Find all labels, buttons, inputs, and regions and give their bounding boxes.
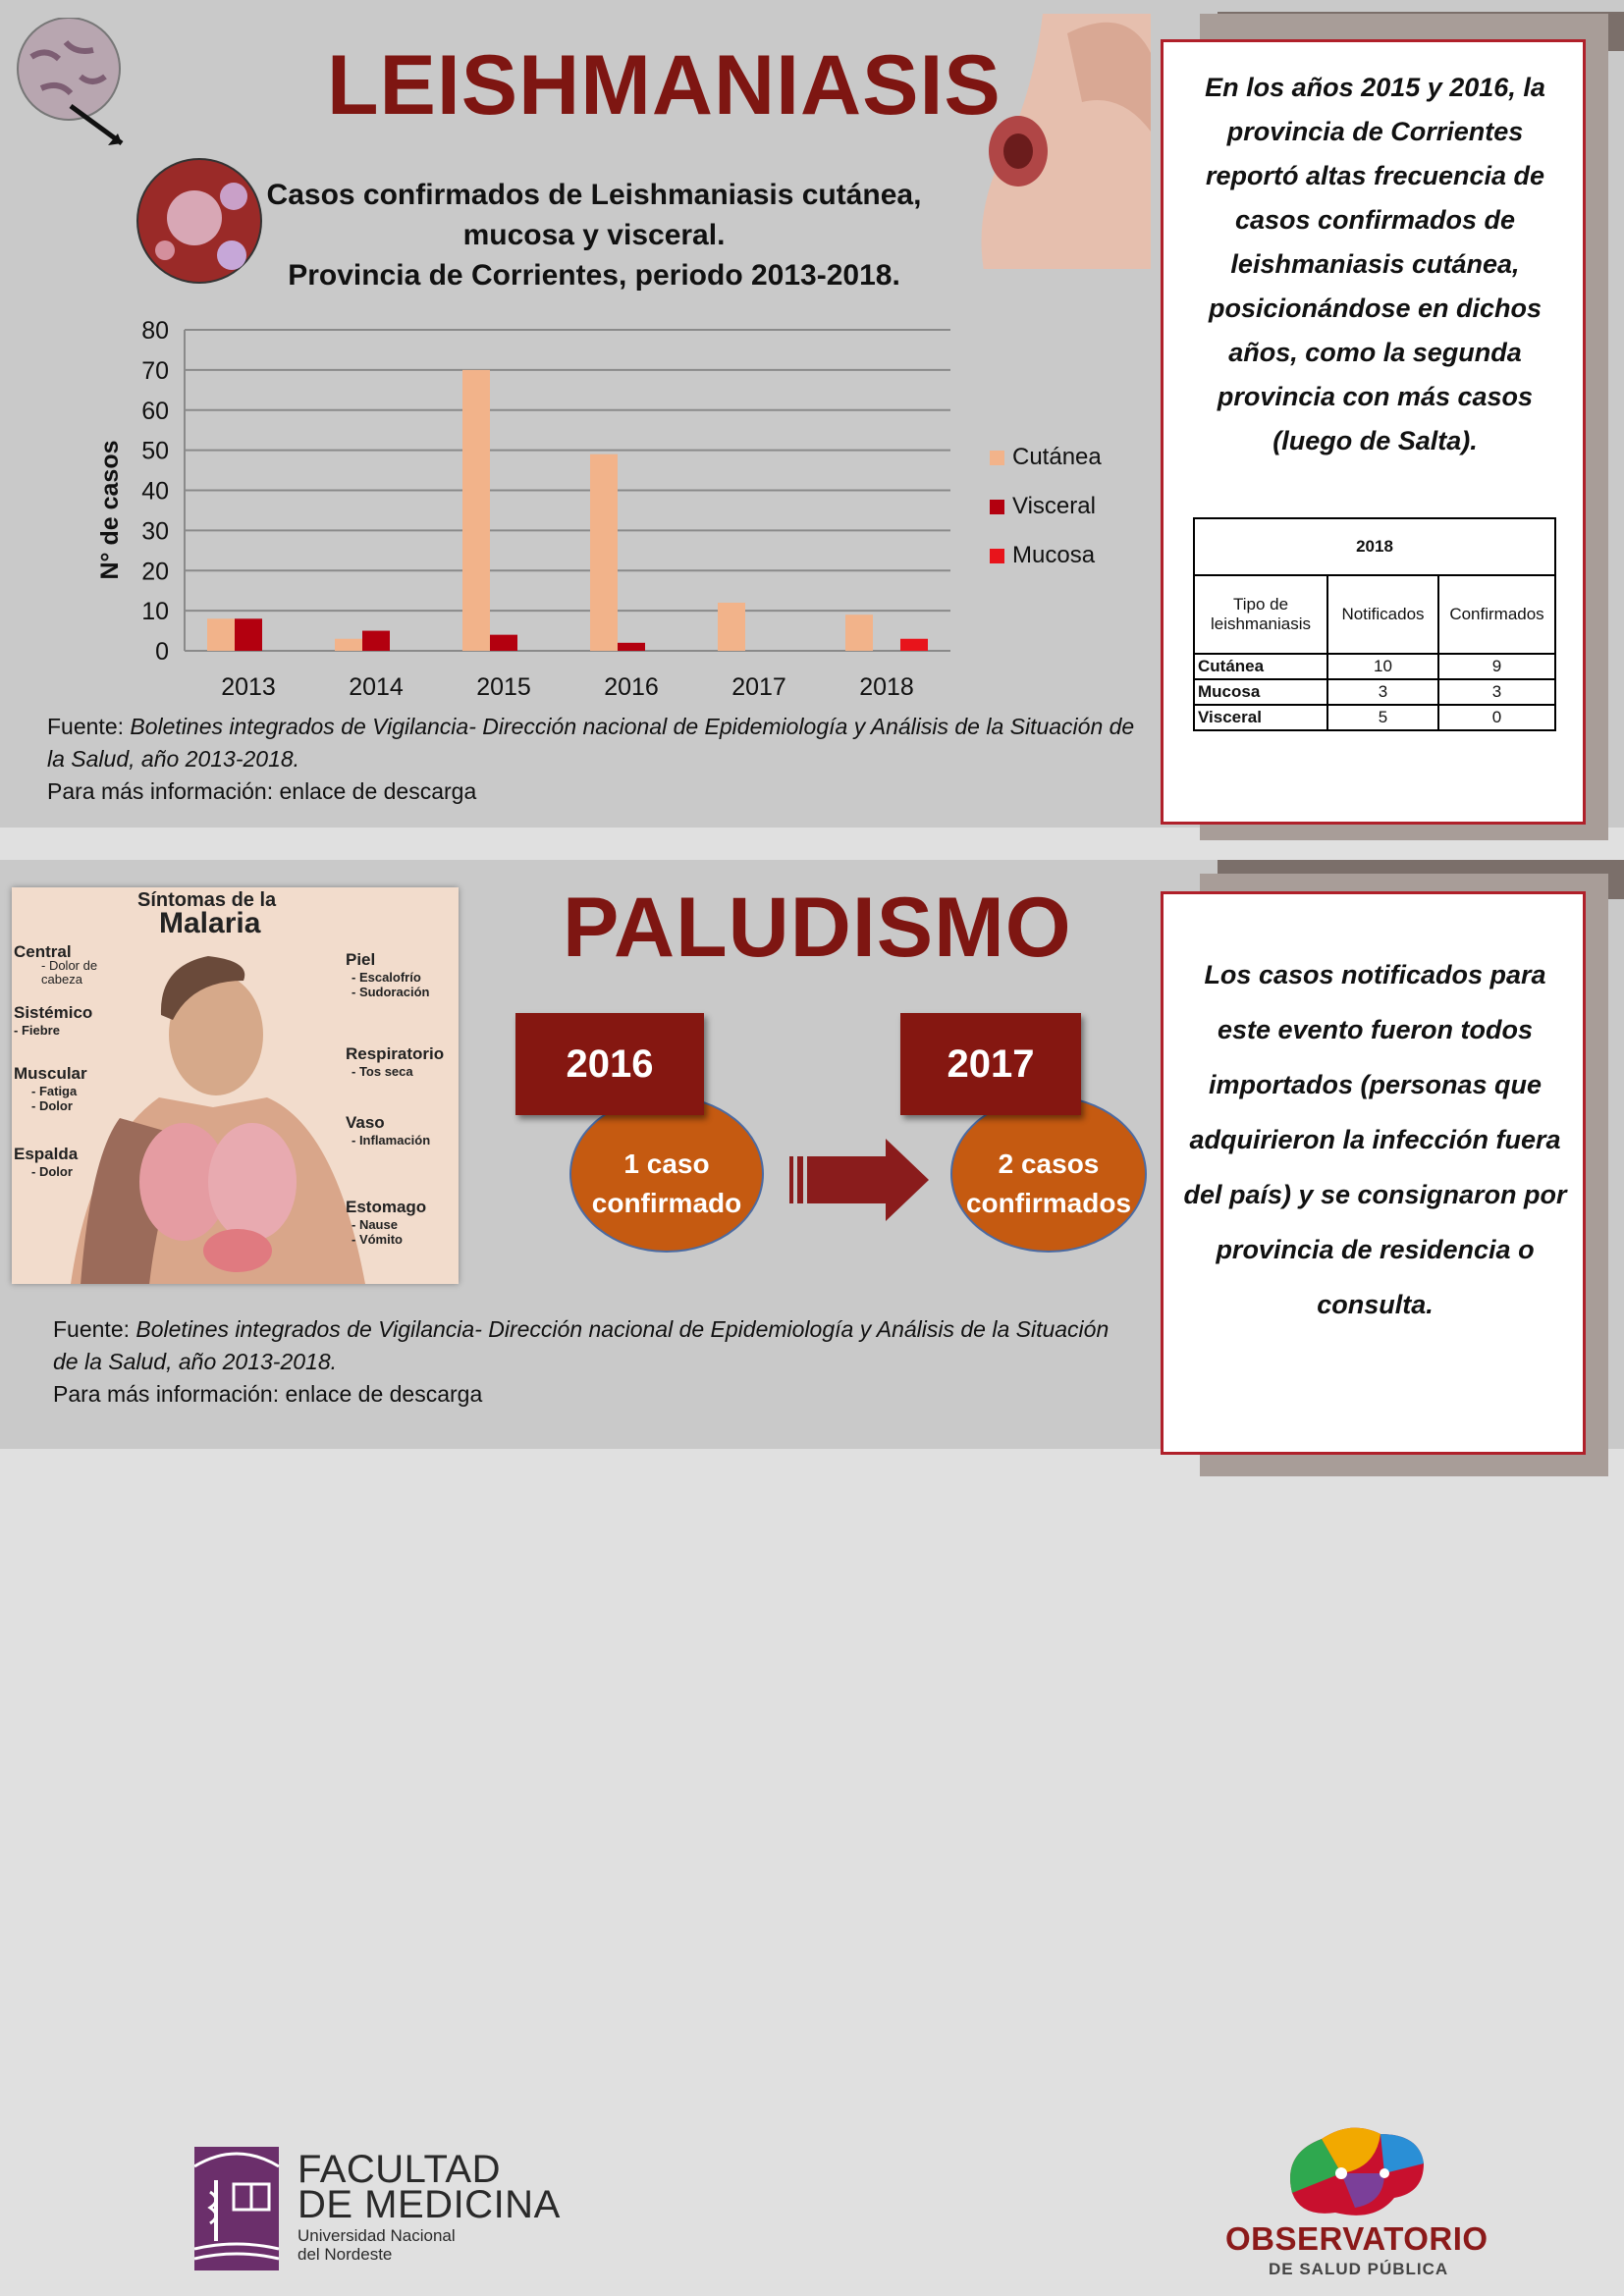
more-info-link[interactable]: Para más información: enlace de descarga <box>53 1381 483 1407</box>
label-vaso <box>346 1113 430 1148</box>
y-tick-label: 50 <box>141 437 169 465</box>
legend-label: Mucosa <box>1012 542 1096 568</box>
label-subtext: - Fiebre <box>14 1023 60 1038</box>
legend-swatch <box>990 549 1004 563</box>
table-cell: 3 <box>1438 679 1555 705</box>
table-col-notif: Notificados <box>1327 575 1438 654</box>
x-tick-label: 2014 <box>349 673 404 701</box>
bar-cutánea <box>207 618 235 651</box>
table-col-tipo: Tipo de leishmaniasis <box>1194 575 1327 654</box>
leishmaniasis-bar-chart <box>88 314 972 707</box>
label-subtext: - Dolor <box>31 1098 73 1113</box>
label-sistemico <box>14 1003 92 1038</box>
table-cell: 5 <box>1327 705 1438 730</box>
y-axis-label: N° de casos <box>96 440 124 580</box>
bar-cutánea <box>335 639 362 651</box>
cases-2016-oval <box>569 1095 764 1253</box>
label-subtext: - Fatiga <box>31 1084 78 1098</box>
label-central <box>14 944 120 987</box>
table-row <box>1194 679 1555 705</box>
label-subtext: - Inflamación <box>352 1133 431 1148</box>
bar-cutánea <box>845 614 873 651</box>
label-text: Respiratorio <box>346 1044 445 1063</box>
facultad-text-line3: Universidad Nacional <box>298 2226 456 2245</box>
source-label: Fuente: <box>53 1316 136 1342</box>
oval-line1: 2 casos <box>998 1148 1100 1179</box>
leish-2018-table <box>1193 517 1556 731</box>
label-subtext: - Tos seca <box>352 1064 413 1079</box>
table-cell: 3 <box>1327 679 1438 705</box>
y-tick-label: 0 <box>155 638 169 666</box>
label-subtext: - Dolor de cabeza <box>41 958 98 987</box>
observatorio-text-line1: OBSERVATORIO <box>1225 2220 1489 2257</box>
source-text-line1: Boletines integrados de Vigilancia- Dirección nacional de Epidemiología y Análisis de la Situación de <box>130 714 1135 739</box>
table-cell: 10 <box>1327 654 1438 679</box>
malaria-symptoms-figure <box>12 887 459 1284</box>
source-text-line2: la Salud, año 2013-2018. <box>47 746 300 772</box>
facultad-shield-icon <box>194 2147 283 2272</box>
malaria-heading1: Síntomas de la <box>137 889 277 911</box>
legend-swatch <box>990 451 1004 465</box>
chart-title <box>226 175 962 295</box>
x-tick-label: 2013 <box>221 673 276 701</box>
chart-title-line3: Provincia de Corrientes, periodo 2013-2018. <box>288 259 900 292</box>
facultad-text-line1: FACULTAD <box>298 2148 501 2191</box>
table-row <box>1194 654 1555 679</box>
x-tick-label: 2016 <box>604 673 659 701</box>
label-text: Sistémico <box>14 1003 93 1022</box>
label-estomago <box>346 1198 426 1247</box>
label-subtext: - Vómito <box>352 1232 403 1247</box>
bar-cutánea <box>590 454 618 651</box>
palu-info-box <box>1161 891 1586 1455</box>
source-label: Fuente: <box>47 714 131 739</box>
leishmaniasis-title: LEISHMANIASIS <box>327 38 1001 133</box>
paludismo-title: PALUDISMO <box>563 881 1072 975</box>
label-subtext: - Sudoración <box>352 985 430 999</box>
table-cell: Mucosa <box>1194 679 1327 705</box>
label-text: Espalda <box>14 1145 79 1163</box>
observatorio-text-line2: DE SALUD PÚBLICA <box>1269 2260 1449 2278</box>
x-tick-label: 2017 <box>731 673 786 701</box>
label-subtext: - Escalofrío <box>352 970 421 985</box>
table-col-conf: Confirmados <box>1438 575 1555 654</box>
y-tick-label: 20 <box>141 558 169 586</box>
y-tick-label: 70 <box>141 356 169 385</box>
legend-label: Cutánea <box>1012 444 1102 470</box>
table-cell: Cutánea <box>1194 654 1327 679</box>
y-tick-label: 10 <box>141 598 169 626</box>
observatorio-brain-icon <box>1282 2124 1426 2224</box>
year-2016-box: 2016 <box>515 1013 704 1115</box>
table-cell: 9 <box>1438 654 1555 679</box>
label-piel <box>346 950 429 999</box>
palu-info-text: Los casos notificados para este evento fueron todos importados (personas que adquirieron la infección fuera del país) y se consignaron por provincia de residencia o consulta. <box>1183 960 1567 1319</box>
bar-visceral <box>235 618 262 651</box>
legend-label: Visceral <box>1012 493 1096 519</box>
leishmaniasis-panel <box>0 0 1624 828</box>
leish-source <box>47 711 1137 808</box>
y-tick-label: 40 <box>141 477 169 506</box>
facultad-text-line2: DE MEDICINA <box>298 2183 561 2226</box>
malaria-heading2: Malaria <box>159 907 261 939</box>
more-info-link[interactable]: Para más información: enlace de descarga <box>47 778 477 804</box>
legend-item <box>990 542 1095 569</box>
leish-info-box <box>1161 39 1586 825</box>
bar-visceral <box>362 631 390 651</box>
label-muscular <box>14 1064 87 1113</box>
table-cell: Visceral <box>1194 705 1327 730</box>
legend-item <box>990 444 1102 471</box>
bar-visceral <box>490 635 517 651</box>
cases-2017-oval <box>950 1095 1147 1253</box>
paludismo-panel <box>0 860 1624 1449</box>
label-text: Muscular <box>14 1064 87 1083</box>
label-text: Piel <box>346 950 376 969</box>
parasite-micrograph-icon <box>12 18 139 165</box>
arrow-right-icon <box>789 1139 929 1221</box>
oval-line1: 1 caso <box>623 1148 710 1179</box>
label-text: Central <box>14 942 72 961</box>
y-tick-label: 60 <box>141 397 169 425</box>
oval-line2: confirmado <box>591 1188 742 1218</box>
oval-line2: confirmados <box>965 1188 1132 1218</box>
bar-cutánea <box>718 603 745 651</box>
facultad-text-line4: del Nordeste <box>298 2245 393 2264</box>
year-2017-box: 2017 <box>900 1013 1081 1115</box>
label-espalda <box>14 1145 78 1179</box>
chart-title-line2: mucosa y visceral. <box>462 219 726 251</box>
skin-lesion-illustration-icon <box>974 14 1157 269</box>
label-subtext: - Dolor <box>31 1164 73 1179</box>
label-subtext: - Nause <box>352 1217 398 1232</box>
table-row <box>1194 705 1555 730</box>
leish-info-text: En los años 2015 y 2016, la provincia de Corrientes reportó altas frecuencia de casos confirmados de leishmaniasis cutánea, posicionándose en dichos años, como la segunda provincia con más casos (luego de Salta). <box>1205 73 1545 455</box>
source-text-line2: de la Salud, año 2013-2018. <box>53 1349 338 1374</box>
label-respiratorio <box>346 1044 444 1079</box>
x-tick-label: 2018 <box>859 673 914 701</box>
legend-swatch <box>990 500 1004 514</box>
y-tick-label: 30 <box>141 517 169 546</box>
bar-mucosa <box>900 639 928 651</box>
label-text: Vaso <box>346 1113 385 1132</box>
chart-title-line1: Casos confirmados de Leishmaniasis cutánea, <box>266 179 922 211</box>
legend-item <box>990 493 1096 520</box>
y-tick-label: 80 <box>141 317 169 345</box>
bar-cutánea <box>462 370 490 651</box>
table-year: 2018 <box>1194 518 1555 575</box>
palu-source <box>53 1313 1133 1411</box>
source-text-line1: Boletines integrados de Vigilancia- Dirección nacional de Epidemiología y Análisis de la Situación <box>135 1316 1110 1342</box>
bar-visceral <box>618 643 645 651</box>
label-text: Estomago <box>346 1198 427 1216</box>
x-tick-label: 2015 <box>476 673 531 701</box>
table-cell: 0 <box>1438 705 1555 730</box>
